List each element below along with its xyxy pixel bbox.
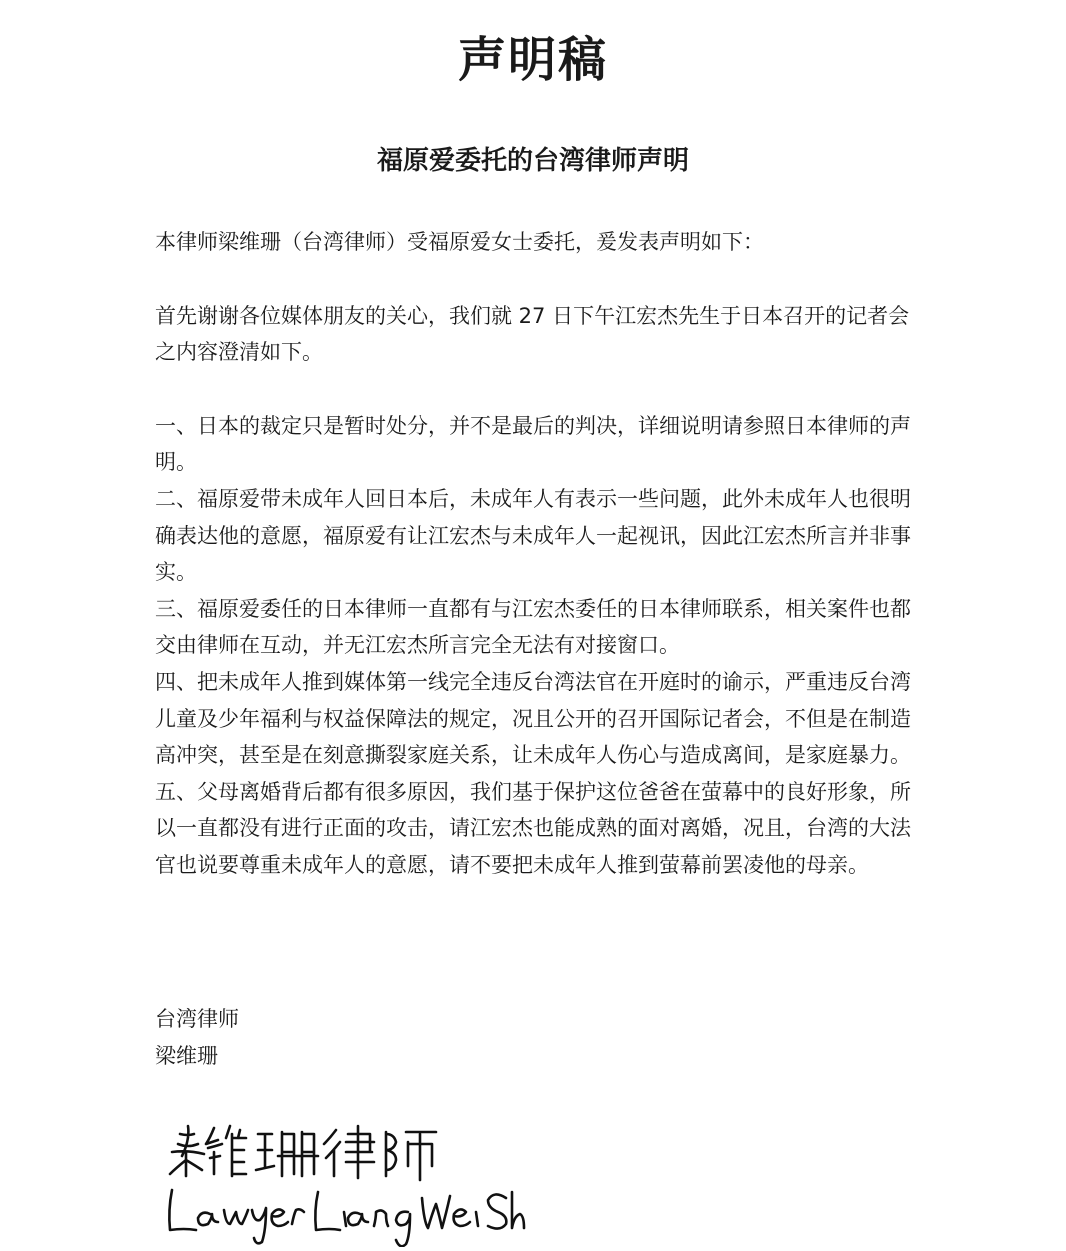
opening-paragraph: 首先谢谢各位媒体朋友的关心，我们就 27 日下午江宏杰先生于日本召开的记者会之内容澄清如下。 xyxy=(155,303,910,365)
point-2: 二、福原爱带未成年人回日本后，未成年人有表示一些问题，此外未成年人也很明确表达他的意愿，福原爱有让江宏杰与未成年人一起视讯，因此江宏杰所言并非事实。 xyxy=(155,486,911,585)
statement-body xyxy=(155,224,925,884)
sign-name: 梁维珊 xyxy=(155,1043,218,1068)
handwritten-signature xyxy=(150,1112,530,1247)
point-4: 四、把未成年人推到媒体第一线完全违反台湾法官在开庭时的谕示，严重违反台湾儿童及少年福利与权益保障法的规定，况且公开的召开国际记者会，不但是在制造高冲突，甚至是在刻意撕裂家庭关系，让未成年人伤心与造成离间，是家庭暴力。 xyxy=(155,669,911,768)
document-subtitle: 福原爱委托的台湾律师声明 xyxy=(376,146,689,176)
point-3: 三、福原爱委任的日本律师一直都有与江宏杰委任的日本律师联系，相关案件也都交由律师在互动，并无江宏杰所言完全无法有对接窗口。 xyxy=(155,596,911,658)
document-title: 声明稿 xyxy=(457,32,608,88)
point-5: 五、父母离婚背后都有很多原因，我们基于保护这位爸爸在萤幕中的良好形象，所以一直都没有进行正面的攻击，请江宏杰也能成熟的面对离婚，况且，台湾的大法官也说要尊重未成年人的意愿，请不要把未成年人推到萤幕前罢凌他的母亲。 xyxy=(155,779,911,877)
point-1: 一、日本的裁定只是暂时处分，并不是最后的判决，详细说明请参照日本律师的声明。 xyxy=(155,413,911,475)
sign-title: 台湾律师 xyxy=(155,1007,239,1031)
intro-paragraph: 本律师梁维珊（台湾律师）受福原爱女士委托，爰发表声明如下： xyxy=(155,230,764,254)
sign-block xyxy=(155,1001,239,1074)
